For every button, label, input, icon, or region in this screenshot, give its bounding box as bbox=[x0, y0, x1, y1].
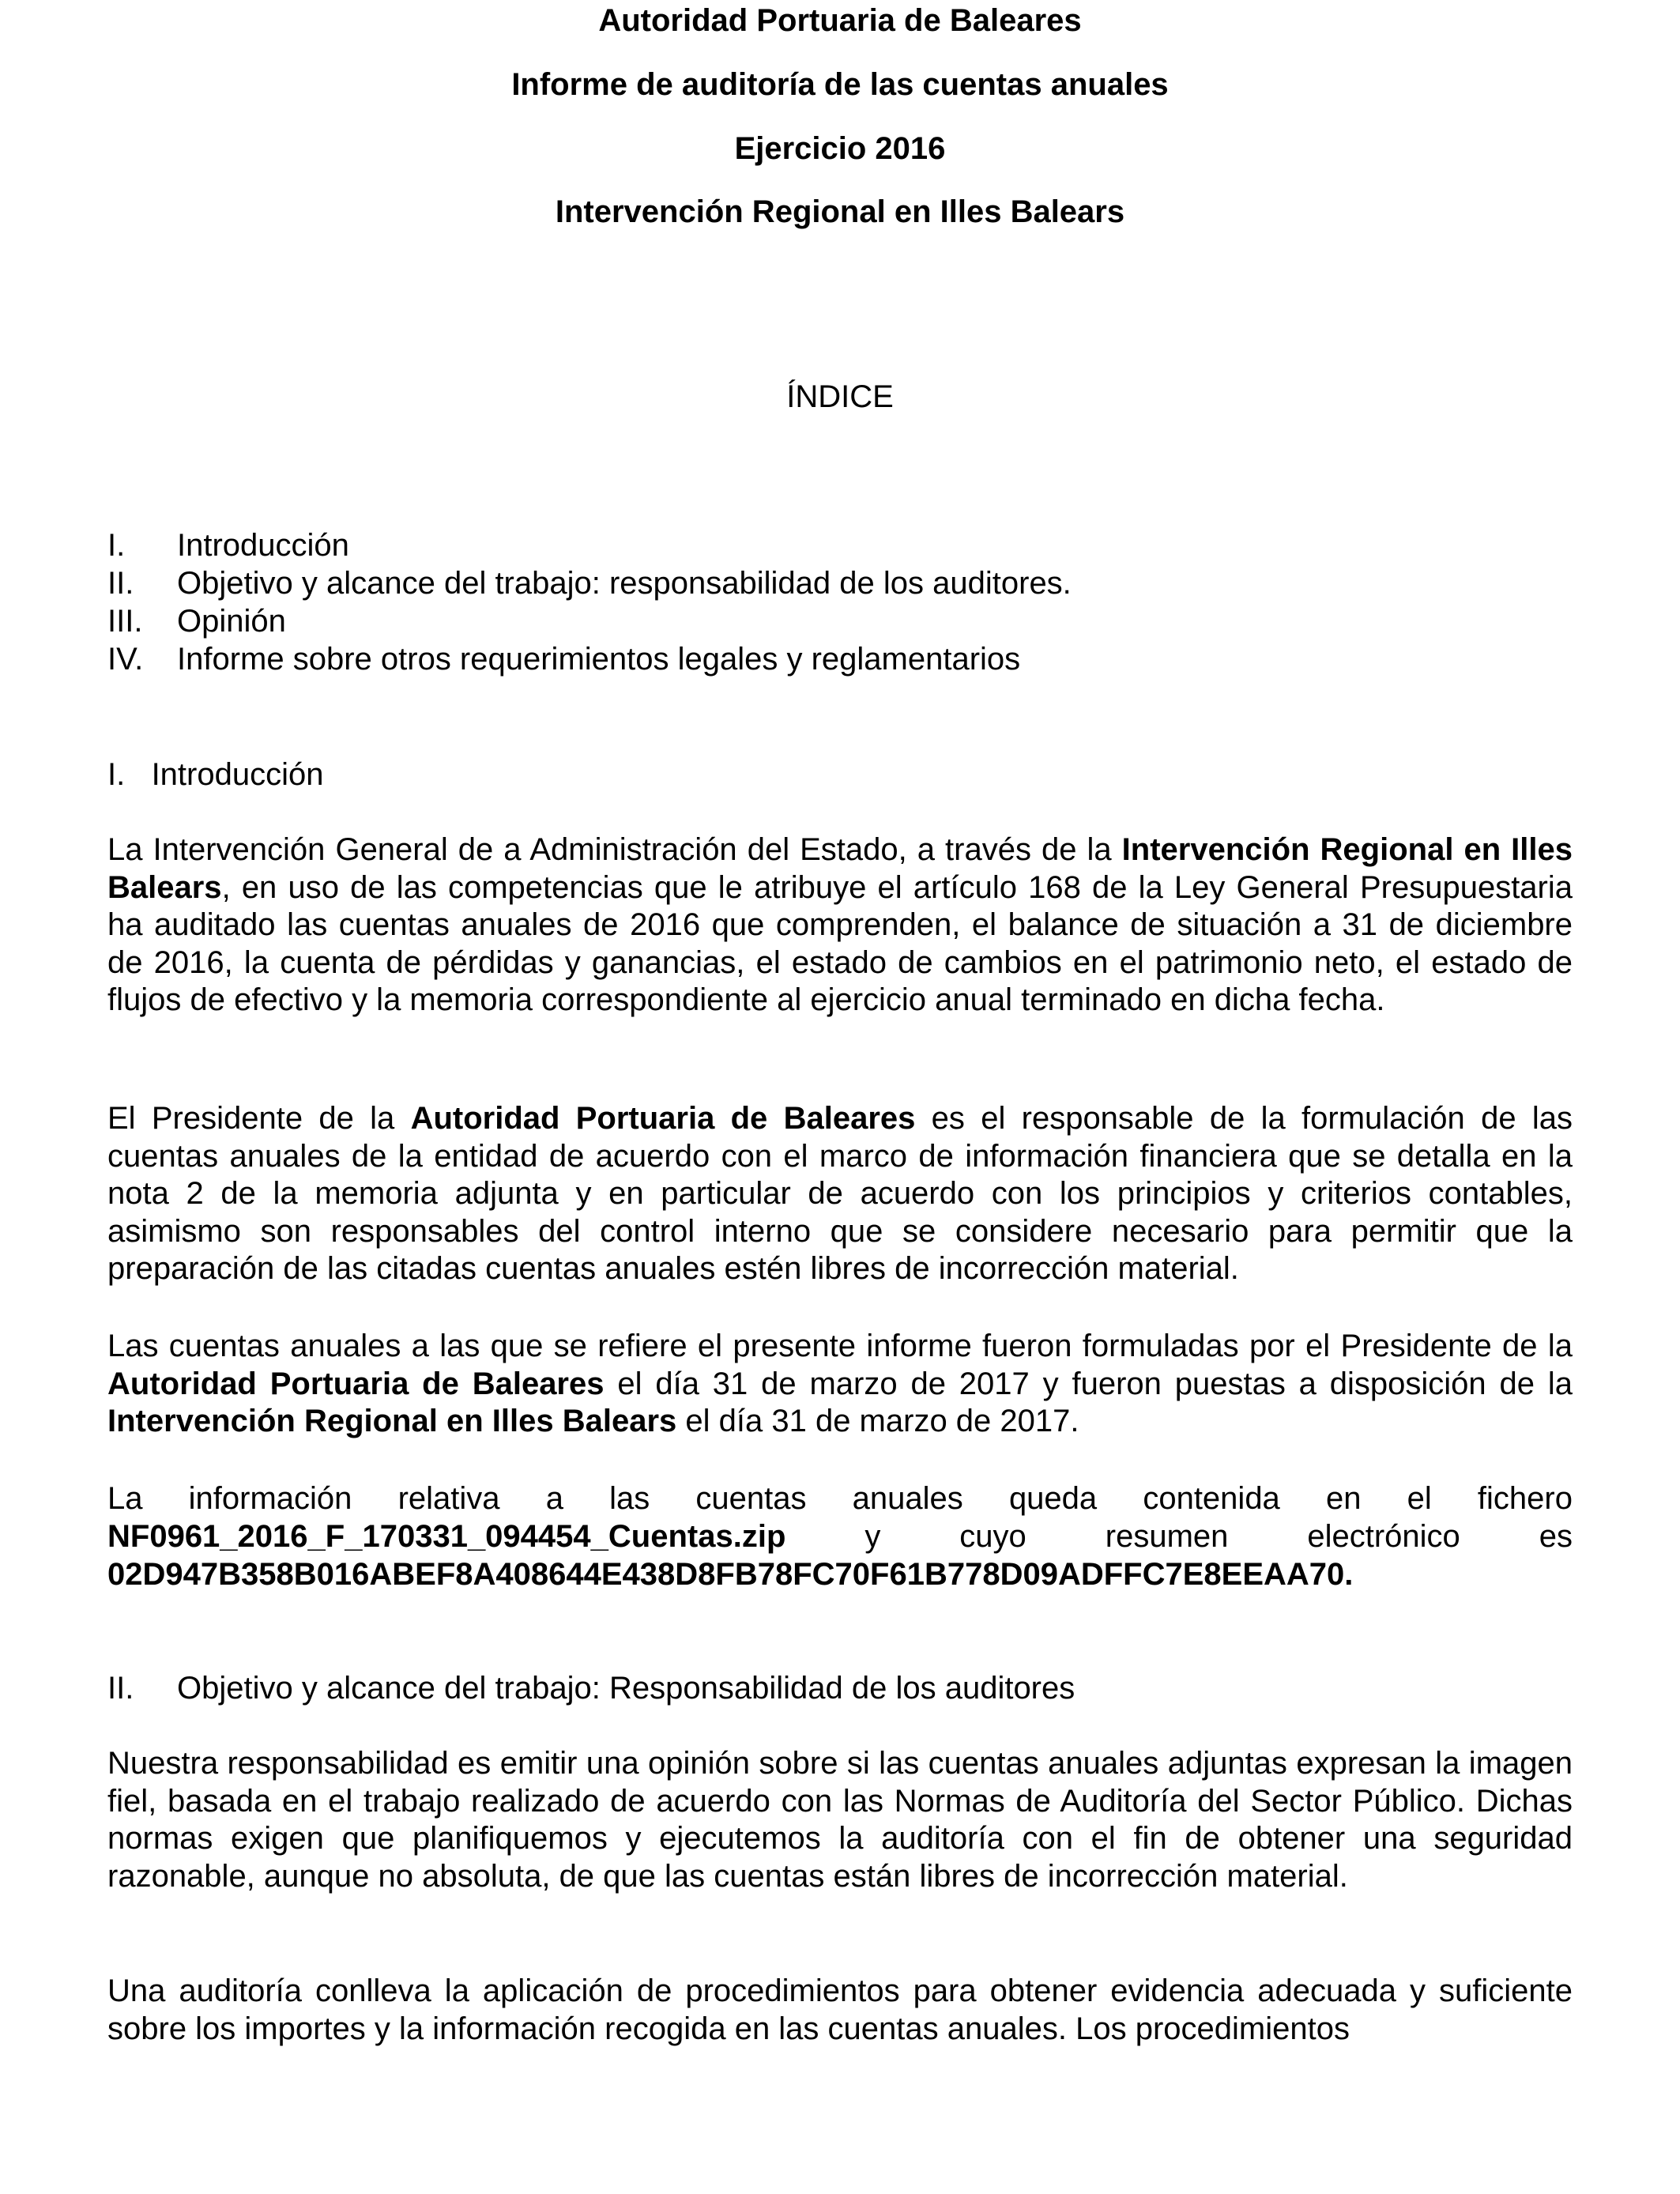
paragraph-text: es el responsable de la formulación de las cuentas anuales de la entidad de acuerdo con el marco de información financiera que se detalla en la nota 2 de la memoria adjunta y en particular de acuerdo con los principios y criterios contables, asimismo son responsables del control interno que se considere necesario para permitir que la preparación de las citadas cuentas anuales estén libres de incorrección material. bbox=[107, 1101, 1573, 1287]
paragraph-text: el día 31 de marzo de 2017. bbox=[676, 1404, 1079, 1439]
section-2-number: II. bbox=[107, 1671, 134, 1706]
section-1-heading: I. Introducción bbox=[107, 757, 324, 792]
index-item-text: Informe sobre otros requerimientos legales y reglamentarios bbox=[177, 642, 1021, 677]
paragraph-word: queda bbox=[1008, 1481, 1098, 1516]
paragraph-word: y bbox=[864, 1519, 881, 1554]
paragraph-text: Las cuentas anuales a las que se refiere el presente informe fueron formuladas por el Presidente de la bbox=[107, 1329, 1591, 1363]
index-item-number: IV. bbox=[107, 642, 144, 677]
index-item-number: III. bbox=[107, 604, 143, 639]
section-2-heading bbox=[107, 1669, 134, 1707]
index-item-text: Introducción bbox=[177, 528, 349, 563]
paragraph-word: anuales bbox=[852, 1481, 963, 1516]
paragraph-word: las bbox=[609, 1481, 650, 1516]
paragraph-word: La bbox=[107, 1481, 143, 1516]
index-title: ÍNDICE bbox=[786, 379, 894, 414]
paragraph-bold-text: Intervención Regional en Illes Balears bbox=[107, 832, 1573, 905]
paragraph-word: cuyo bbox=[959, 1519, 1026, 1554]
paragraph-bold-text: Intervención Regional en Illes Balears bbox=[107, 1404, 677, 1439]
paragraph-word: contenida bbox=[1143, 1481, 1280, 1516]
section-2-paragraph-2: Una auditoría conlleva la aplicación de procedimientos para obtener evidencia adecuada y suficiente sobre los importes y la información recogida en las cuentas anuales. Los procedimientos bbox=[107, 1973, 1573, 2046]
paragraph-word: en bbox=[1325, 1481, 1362, 1516]
index-item-number: II. bbox=[107, 566, 134, 601]
section-2-paragraph-1: Nuestra responsabilidad es emitir una opinión sobre si las cuentas anuales adjuntas expresan la imagen fiel, basada en el trabajo realizado de acuerdo con las Normas de Auditoría del Sector Público. Dichas normas exigen que planifiquemos y ejecutemos la auditoría con el fin de obtener una seguridad razonable, aunque no absoluta, de que las cuentas están libres de incorrección material. bbox=[107, 1746, 1573, 1894]
paragraph-word: a bbox=[545, 1481, 563, 1516]
document-title-report: Informe de auditoría de las cuentas anuales bbox=[511, 67, 1169, 102]
document-title-entity: Autoridad Portuaria de Baleares bbox=[598, 3, 1082, 38]
paragraph-word: información bbox=[188, 1481, 352, 1516]
paragraph-line bbox=[107, 1480, 1573, 1517]
file-name: NF0961_2016_F_170331_094454_Cuentas.zip bbox=[107, 1519, 786, 1554]
index-item-text: Opinión bbox=[177, 604, 286, 639]
paragraph-word: electrónico bbox=[1307, 1519, 1460, 1554]
index-item-number: I. bbox=[107, 528, 126, 563]
paragraph-word: resumen bbox=[1105, 1519, 1229, 1554]
section-1-paragraph-2 bbox=[107, 1100, 1573, 1288]
paragraph-text: el día 31 de marzo de 2017 y fueron puestas a disposición de la bbox=[604, 1366, 1573, 1401]
paragraph-bold-text: Autoridad Portuaria de Baleares bbox=[410, 1101, 916, 1136]
document-title-year: Ejercicio 2016 bbox=[734, 131, 946, 166]
paragraph-text: La Intervención General de a Administración del Estado, a través de la bbox=[107, 832, 1122, 867]
document-title-auditor: Intervención Regional en Illes Balears bbox=[555, 194, 1125, 229]
section-1-paragraph-1 bbox=[107, 831, 1573, 1020]
paragraph-text: , en uso de las competencias que le atribuye el artículo 168 de la Ley General Presupuestaria ha auditado las cuentas anuales de 2016 que comprenden, el balance de situación a 31 de diciembre de 2016, la cuenta de pérdidas y ganancias, el estado de cambios en el patrimonio neto, el estado de flujos de efectivo y la memoria correspondiente al ejercicio anual terminado en dicha fecha. bbox=[107, 869, 1573, 1018]
paragraph-text: El Presidente de la bbox=[107, 1101, 411, 1136]
paragraph-bold-text: Autoridad Portuaria de Baleares bbox=[107, 1366, 605, 1401]
section-2-title: Objetivo y alcance del trabajo: Responsabilidad de los auditores bbox=[177, 1671, 1075, 1706]
paragraph-word: el bbox=[1407, 1481, 1432, 1516]
paragraph-word: cuentas bbox=[695, 1481, 807, 1516]
file-hash: 02D947B358B016ABEF8A408644E438D8FB78FC70F61B778D09ADFFC7E8EEAA70. bbox=[107, 1557, 1354, 1592]
paragraph-line bbox=[107, 1517, 1573, 1555]
index-item-text: Objetivo y alcance del trabajo: responsabilidad de los auditores. bbox=[177, 566, 1072, 601]
paragraph-word: fichero bbox=[1477, 1481, 1573, 1516]
section-1-paragraph-4 bbox=[107, 1480, 1573, 1593]
paragraph-word: es bbox=[1539, 1519, 1573, 1554]
paragraph-word: relativa bbox=[397, 1481, 500, 1516]
paragraph-line bbox=[107, 1555, 1573, 1593]
section-1-paragraph-3 bbox=[107, 1328, 1591, 1441]
